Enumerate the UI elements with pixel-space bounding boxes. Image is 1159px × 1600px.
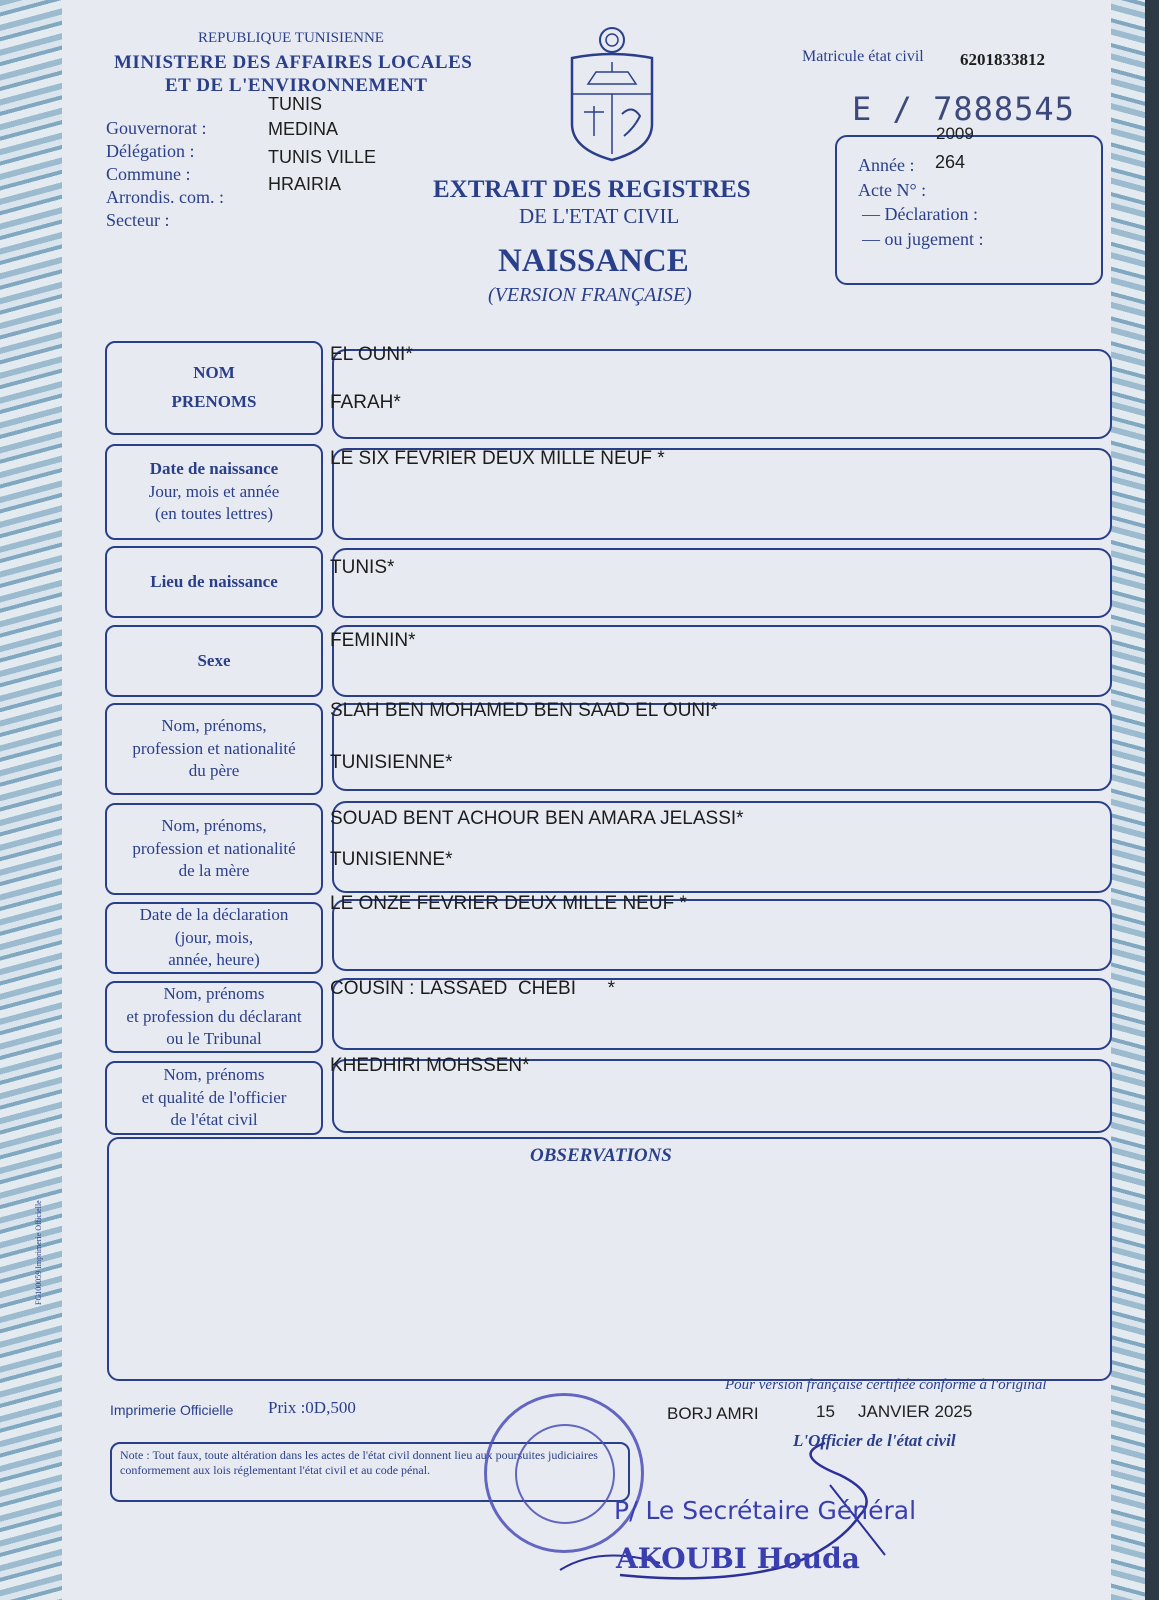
mere-nationalite: TUNISIENNE* xyxy=(330,849,453,870)
lieu-label: Lieu de naissance xyxy=(150,571,278,591)
officier-label-1: Nom, prénoms xyxy=(163,1064,265,1084)
matricule-value: 6201833812 xyxy=(960,50,1045,69)
declarant-label-3: ou le Tribunal xyxy=(166,1029,262,1049)
annee-value: 2009 xyxy=(936,124,974,143)
date-naissance-label-box xyxy=(105,444,323,540)
decl-label-3: année, heure) xyxy=(168,950,260,970)
pere-value: SLAH BEN MOHAMED BEN SAAD EL OUNI* xyxy=(330,700,718,721)
observations-box xyxy=(107,1137,1112,1381)
officier-signature-label: L'Officier de l'état civil xyxy=(793,1431,956,1450)
nom-prenoms-label-box xyxy=(105,341,323,435)
date-label-3: (en toutes lettres) xyxy=(154,504,273,524)
date-value: JANVIER 2025 xyxy=(858,1402,973,1421)
decl-label-2: (jour, mois, xyxy=(174,927,254,947)
date-label-2: Jour, mois et année xyxy=(148,481,280,501)
declarant-label-1: Nom, prénoms xyxy=(163,983,265,1003)
pere-nationalite: TUNISIENNE* xyxy=(330,752,453,773)
nom-value: EL OUNI* xyxy=(330,344,413,365)
mere-label-1: Nom, prénoms, xyxy=(161,815,267,835)
delegation-value: MEDINA xyxy=(268,119,339,139)
sexe-value-box xyxy=(332,625,1112,697)
ministry-line1: MINISTERE DES AFFAIRES LOCALES xyxy=(114,52,473,73)
matricule-label: Matricule état civil xyxy=(802,48,924,65)
declaration-date-label-box xyxy=(105,902,323,974)
decl-label-1: Date de la déclaration xyxy=(139,904,289,924)
commune-label: Commune : xyxy=(106,164,191,184)
nom-prenoms-value-box xyxy=(332,349,1112,439)
certified-label: Pour version française certifiée conforme à l'original xyxy=(725,1377,1047,1393)
legal-note: Note : Tout faux, toute altération dans les actes de l'état civil donnent lieu aux poursuites judiciaires conformement aux lois réglementant l'état civil et au code pénal. xyxy=(110,1442,630,1502)
acte-value: 264 xyxy=(935,152,966,172)
tunisia-coat-of-arms-icon xyxy=(566,24,658,164)
mere-label-3: de la mère xyxy=(178,861,250,881)
background-edge xyxy=(1145,0,1159,1600)
officier-value: KHEDHIRI MOHSSEN* xyxy=(330,1055,530,1076)
declarant-label-2: et profession du déclarant xyxy=(126,1006,302,1026)
date-naissance-value: LE SIX FEVRIER DEUX MILLE NEUF * xyxy=(330,448,665,469)
prix-label: Prix :0D,500 xyxy=(268,1398,356,1417)
mere-label-2: profession et nationalité xyxy=(132,838,296,858)
pere-label-3: du père xyxy=(188,761,240,781)
jugement-label: — ou jugement : xyxy=(862,229,984,249)
title-main: NAISSANCE xyxy=(498,243,689,279)
ministry-line2: ET DE L'ENVIRONNEMENT xyxy=(165,75,428,96)
pere-label-2: profession et nationalité xyxy=(132,738,296,758)
commune-value: TUNIS VILLE xyxy=(268,147,377,167)
mere-value: SOUAD BENT ACHOUR BEN AMARA JELASSI* xyxy=(330,808,744,829)
declaration-date-value: LE ONZE FEVRIER DEUX MILLE NEUF * xyxy=(330,893,687,914)
nom-label: NOM xyxy=(193,363,235,383)
declarant-label-box xyxy=(105,981,323,1053)
lieu-label-box xyxy=(105,546,323,618)
title-line1: EXTRAIT DES REGISTRES xyxy=(433,176,751,203)
gouvernorat-value: TUNIS xyxy=(268,94,322,114)
lieu-value-box xyxy=(332,548,1112,618)
mere-label-box xyxy=(105,803,323,895)
officier-label-box xyxy=(105,1061,323,1135)
lieu-value: TUNIS* xyxy=(330,557,395,578)
place-label: BORJ AMRI xyxy=(667,1404,759,1423)
acte-label: Acte N° : xyxy=(858,180,927,200)
reference-number: E / 7888545 xyxy=(852,90,1075,128)
arrondis-label: Arrondis. com. : xyxy=(106,187,224,207)
date-label-1: Date de naissance xyxy=(149,458,279,478)
sexe-label: Sexe xyxy=(197,650,231,670)
day-value: 15 xyxy=(816,1402,835,1421)
title-version: (VERSION FRANÇAISE) xyxy=(488,284,692,306)
declarant-value: COUSIN : LASSAED CHEBI * xyxy=(330,978,616,999)
prenoms-label: PRENOMS xyxy=(171,392,257,411)
secteur-label: Secteur : xyxy=(106,210,170,230)
sexe-value: FEMININ* xyxy=(330,630,416,651)
imprimerie-label: Imprimerie Officielle xyxy=(110,1402,234,1418)
left-guilloche-border xyxy=(0,0,62,1600)
officier-label-2: et qualité de l'officier xyxy=(141,1087,287,1107)
side-print-label: FG100059 Imprimerie Officielle xyxy=(34,1200,43,1305)
signature-name: AKOUBI Houda xyxy=(616,1542,860,1575)
title-line2: DE L'ETAT CIVIL xyxy=(519,204,680,228)
republic-label: REPUBLIQUE TUNISIENNE xyxy=(198,30,384,46)
delegation-label: Délégation : xyxy=(106,141,195,161)
signature-title: P/ Le Secrétaire Général xyxy=(614,1496,917,1525)
observations-label: OBSERVATIONS xyxy=(530,1145,672,1166)
annee-label: Année : xyxy=(858,155,915,175)
sexe-label-box xyxy=(105,625,323,697)
declaration-label: — Déclaration : xyxy=(862,204,978,224)
gouvernorat-label: Gouvernorat : xyxy=(106,118,207,138)
pere-label-box xyxy=(105,703,323,795)
pere-label-1: Nom, prénoms, xyxy=(161,715,267,735)
prenoms-value: FARAH* xyxy=(330,392,401,413)
arrondis-value: HRAIRIA xyxy=(268,174,342,194)
officier-label-3: de l'état civil xyxy=(170,1110,258,1130)
